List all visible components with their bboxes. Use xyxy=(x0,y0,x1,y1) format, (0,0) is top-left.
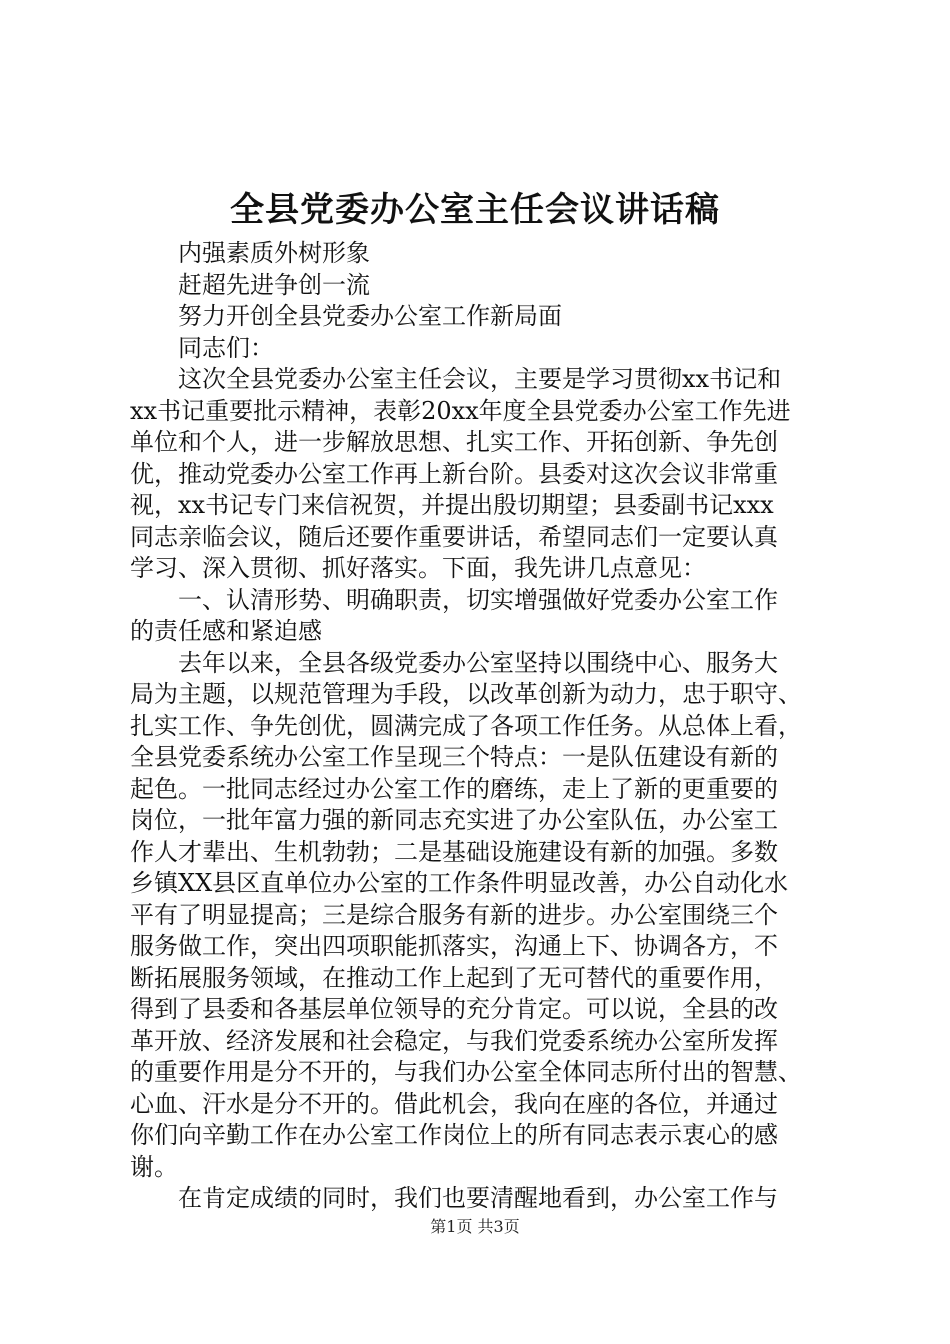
paragraph-line: 谢。 xyxy=(130,1152,178,1181)
paragraph-line: 同志亲临会议，随后还要作重要讲话，希望同志们一定要认真 xyxy=(130,522,778,551)
salutation-line: 同志们： xyxy=(178,333,274,362)
paragraph-line: 断拓展服务领域，在推动工作上起到了无可替代的重要作用， xyxy=(130,963,778,992)
paragraph-line: 在肯定成绩的同时，我们也要清醒地看到，办公室工作与 xyxy=(178,1184,778,1212)
paragraph-line: 全县党委系统办公室工作呈现三个特点：一是队伍建设有新的 xyxy=(130,743,778,771)
paragraph-line: xx书记重要批示精神，表彰20xx年度全县党委办公室工作先进 xyxy=(130,396,791,425)
section-heading-line: 一、认清形势、明确职责，切实增强做好党委办公室工作 xyxy=(178,585,778,614)
paragraph-line: 作人才辈出、生机勃勃；二是基础设施建设有新的加强。多数 xyxy=(130,837,778,866)
paragraph-line: 单位和个人，进一步解放思想、扎实工作、开拓创新、争先创 xyxy=(130,428,778,456)
paragraph-line: 得到了县委和各基层单位领导的充分肯定。可以说，全县的改 xyxy=(130,995,778,1023)
subtitle-line: 赶超先进争创一流 xyxy=(178,270,370,299)
paragraph-line: 去年以来，全县各级党委办公室坚持以围绕中心、服务大 xyxy=(178,648,778,677)
paragraph-line: 乡镇XX县区直单位办公室的工作条件明显改善，办公自动化水 xyxy=(130,869,789,897)
paragraph-line: 的重要作用是分不开的，与我们办公室全体同志所付出的智慧、 xyxy=(130,1058,802,1086)
paragraph-line: 学习、深入贯彻、抓好落实。下面，我先讲几点意见： xyxy=(130,554,706,582)
paragraph-line: 扎实工作、争先创优，圆满完成了各项工作任务。从总体上看， xyxy=(130,711,802,740)
subtitle-line: 内强素质外树形象 xyxy=(178,239,370,267)
document-title: 全县党委办公室主任会议讲话稿 xyxy=(230,190,720,230)
subtitle-line: 努力开创全县党委办公室工作新局面 xyxy=(178,302,562,330)
paragraph-line: 这次全县党委办公室主任会议，主要是学习贯彻xx书记和 xyxy=(178,365,782,393)
section-heading-line: 的责任感和紧迫感 xyxy=(130,617,322,645)
paragraph-line: 岗位，一批年富力强的新同志充实进了办公室队伍，办公室工 xyxy=(130,806,778,834)
page-footer: 第1页 共3页 xyxy=(430,1217,520,1236)
paragraph-line: 局为主题，以规范管理为手段，以改革创新为动力，忠于职守、 xyxy=(130,680,802,708)
paragraph-line: 服务做工作，突出四项职能抓落实，沟通上下、协调各方，不 xyxy=(130,932,778,960)
paragraph-line: 你们向辛勤工作在办公室工作岗位上的所有同志表示衷心的感 xyxy=(130,1121,778,1149)
paragraph-line: 起色。一批同志经过办公室工作的磨练，走上了新的更重要的 xyxy=(130,774,778,803)
document-body xyxy=(130,238,832,1215)
paragraph-line: 革开放、经济发展和社会稳定，与我们党委系统办公室所发挥 xyxy=(130,1026,778,1055)
paragraph-line: 视，xx书记专门来信祝贺，并提出殷切期望；县委副书记xxx xyxy=(130,491,774,519)
paragraph-line: 平有了明显提高；三是综合服务有新的进步。办公室围绕三个 xyxy=(130,900,778,929)
paragraph-line: 心血、汗水是分不开的。借此机会，我向在座的各位，并通过 xyxy=(130,1089,778,1118)
paragraph-line: 优，推动党委办公室工作再上新台阶。县委对这次会议非常重 xyxy=(130,459,778,488)
